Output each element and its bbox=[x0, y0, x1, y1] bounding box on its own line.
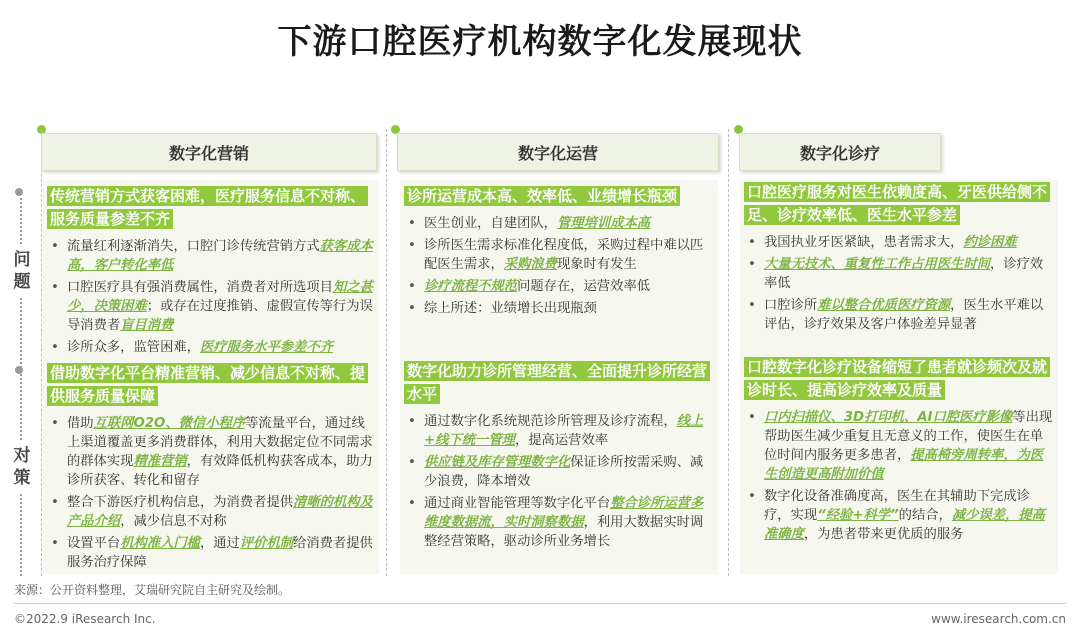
list-item bbox=[45, 237, 377, 275]
emphasis-text: 机构准入门槛 bbox=[120, 536, 200, 551]
solution-heading bbox=[402, 360, 716, 406]
list-item bbox=[742, 233, 1056, 252]
emphasis-text: 大量无技术、重复性工作占用医生时间 bbox=[764, 257, 991, 272]
problem-list bbox=[45, 237, 377, 357]
list-item bbox=[402, 494, 716, 551]
source-note: 来源：公开资料整理，艾瑞研究院自主研究及绘制。 bbox=[14, 583, 291, 597]
list-item bbox=[742, 255, 1056, 293]
emphasis-text: 盲目消费 bbox=[120, 318, 174, 333]
footer-divider bbox=[14, 603, 1066, 604]
list-item bbox=[742, 296, 1056, 334]
item-text: 给消费者提供服务治疗保障 bbox=[67, 536, 373, 570]
column-header-diagnosis: 数字化诊疗 bbox=[739, 133, 941, 171]
emphasis-text: 口内扫描仪、3D打印机、AI口腔医疗影像 bbox=[764, 410, 1013, 425]
problem-list bbox=[402, 214, 716, 318]
item-text: ；或存在过度推销、虚假宣传等行为误导消费者 bbox=[67, 299, 373, 333]
solution-heading-text: 数字化助力诊所管理经营、全面提升诊所经营水平 bbox=[404, 361, 710, 404]
item-text: 流量红利逐渐消失，口腔门诊传统营销方式 bbox=[67, 239, 320, 254]
marketing-solution bbox=[45, 362, 377, 575]
column-header-operation: 数字化运营 bbox=[397, 133, 719, 171]
item-text: 综上所述：业绩增长出现瓶颈 bbox=[424, 301, 597, 316]
item-text: ，诊疗效率低 bbox=[764, 257, 1044, 291]
page-title: 下游口腔医疗机构数字化发展现状 bbox=[277, 22, 803, 62]
emphasis-text: “经验+科学” bbox=[817, 508, 899, 523]
item-text: 等流量平台，通过线上渠道覆盖更多消费群体，利用大数据定位不同需求的群体实现 bbox=[67, 416, 373, 469]
problem-heading bbox=[45, 185, 377, 231]
item-text: ，有效降低机构获客成本，助力诊所获客、转化和留存 bbox=[67, 454, 373, 488]
diagnosis-solution bbox=[742, 356, 1056, 547]
emphasis-text: 线上+线下统一管理 bbox=[424, 414, 704, 448]
list-item bbox=[402, 299, 716, 318]
emphasis-text: 互联网O2O、微信小程序 bbox=[93, 416, 246, 431]
side-label-solution: 对策 bbox=[11, 442, 33, 492]
problem-list bbox=[742, 233, 1056, 334]
solution-list bbox=[742, 408, 1056, 544]
solution-heading bbox=[45, 362, 377, 408]
solution-heading bbox=[742, 356, 1056, 402]
item-text: 诊所医生需求标准化程度低，采购过程中难以匹配医生需求， bbox=[424, 238, 704, 272]
emphasis-text: 评价机制 bbox=[239, 536, 294, 551]
side-dot-middle bbox=[15, 366, 23, 374]
list-item bbox=[742, 487, 1056, 544]
emphasis-text: 难以整合优质医疗资源 bbox=[817, 298, 951, 313]
problem-heading-text: 口腔医疗服务对医生依赖度高、牙医供给侧不足、诊疗效率低、医生水平参差 bbox=[744, 182, 1050, 225]
item-text: 的结合， bbox=[898, 508, 952, 523]
item-text: 问题存在，运营效率低 bbox=[517, 279, 651, 294]
item-text: 口腔诊所 bbox=[764, 298, 818, 313]
solution-list bbox=[402, 412, 716, 551]
diagnosis-problem bbox=[742, 181, 1056, 337]
emphasis-text: 提高椅旁周转率，为医生创造更高附加价值 bbox=[764, 448, 1044, 482]
item-text: 通过数字化系统规范诊所管理及诊疗流程， bbox=[424, 414, 677, 429]
list-item bbox=[742, 408, 1056, 484]
operation-problem bbox=[402, 185, 716, 321]
marketing-problem bbox=[45, 185, 377, 360]
problem-heading bbox=[742, 181, 1056, 227]
item-text: 等出现帮助医生减少重复且无意义的工作，使医生在单位时间内服务更多患者， bbox=[764, 410, 1053, 463]
item-text: 我国执业牙医紧缺，患者需求大， bbox=[764, 235, 964, 250]
problem-heading-text: 传统营销方式获客困难，医疗服务信息不对称、服务质量参差不齐 bbox=[47, 186, 368, 229]
item-text: ，减少信息不对称 bbox=[120, 514, 227, 529]
item-text: 整合下游医疗机构信息，为消费者提供 bbox=[67, 495, 294, 510]
item-text: 诊所众多，监管困难， bbox=[67, 340, 200, 355]
emphasis-text: 获客成本高，客户转化率低 bbox=[67, 239, 373, 273]
column-header-marketing: 数字化营销 bbox=[41, 133, 377, 171]
operation-solution bbox=[402, 360, 716, 554]
solution-list bbox=[45, 414, 377, 572]
solution-heading-text: 口腔数字化诊疗设备缩短了患者就诊频次及就诊时长、提高诊疗效率及质量 bbox=[744, 357, 1050, 400]
emphasis-text: 医疗服务水平参差不齐 bbox=[199, 340, 333, 355]
item-text: 数字化设备准确度高，医生在其辅助下完成诊疗，实现 bbox=[764, 489, 1030, 523]
solution-heading-text: 借助数字化平台精准营销、减少信息不对称、提供服务质量保障 bbox=[47, 363, 368, 406]
list-item bbox=[45, 493, 377, 531]
item-text: 医生创业，自建团队， bbox=[424, 216, 557, 231]
list-item bbox=[402, 236, 716, 274]
problem-heading-text: 诊所运营成本高、效率低、业绩增长瓶颈 bbox=[404, 186, 680, 206]
emphasis-text: 供应链及库存管理数字化 bbox=[424, 455, 571, 470]
item-text: 口腔医疗具有强消费属性，消费者对所选项目 bbox=[67, 280, 333, 295]
item-text: ，通过 bbox=[199, 536, 240, 551]
list-item bbox=[45, 534, 377, 572]
list-item bbox=[402, 277, 716, 296]
website-link[interactable]: www.iresearch.com.cn bbox=[931, 612, 1066, 626]
list-item bbox=[45, 414, 377, 490]
side-dot-top bbox=[15, 188, 23, 196]
list-item bbox=[402, 453, 716, 491]
item-text: 借助 bbox=[67, 416, 94, 431]
list-item bbox=[402, 214, 716, 233]
item-text: 通过商业智能管理等数字化平台 bbox=[424, 496, 611, 511]
copyright: ©2022.9 iResearch Inc. bbox=[14, 612, 156, 626]
item-text: 设置平台 bbox=[67, 536, 121, 551]
emphasis-text: 采购浪费 bbox=[503, 257, 557, 272]
item-text: 现象时有发生 bbox=[556, 257, 637, 272]
item-text: ，提高运营效率 bbox=[514, 433, 609, 448]
column-divider bbox=[41, 129, 42, 576]
list-item bbox=[402, 412, 716, 450]
column-divider bbox=[728, 129, 729, 576]
list-item bbox=[45, 338, 377, 357]
emphasis-text: 约诊困难 bbox=[963, 235, 1017, 250]
column-divider bbox=[386, 129, 387, 576]
item-text: ，利用大数据实时调整经营策略，驱动诊所业务增长 bbox=[424, 515, 704, 549]
side-label-problem: 问题 bbox=[11, 246, 33, 296]
emphasis-text: 整合诊所运营多维度数据流，实时洞察数据 bbox=[424, 496, 704, 530]
emphasis-text: 知之甚少，决策困难 bbox=[67, 280, 373, 314]
item-text: ，为患者带来更优质的服务 bbox=[803, 527, 964, 542]
emphasis-text: 诊疗流程不规范 bbox=[424, 279, 518, 294]
item-text: ，医生水平难以评估，诊疗效果及客户体验差异显著 bbox=[764, 298, 1044, 332]
problem-heading bbox=[402, 185, 716, 208]
emphasis-text: 管理培训成本高 bbox=[556, 216, 651, 231]
emphasis-text: 清晰的机构及产品介绍 bbox=[67, 495, 373, 529]
list-item bbox=[45, 278, 377, 335]
emphasis-text: 减少误差，提高准确度 bbox=[764, 508, 1045, 542]
emphasis-text: 精准营销 bbox=[133, 454, 187, 469]
item-text: 保证诊所按需采购、减少浪费，降本增效 bbox=[424, 455, 704, 489]
